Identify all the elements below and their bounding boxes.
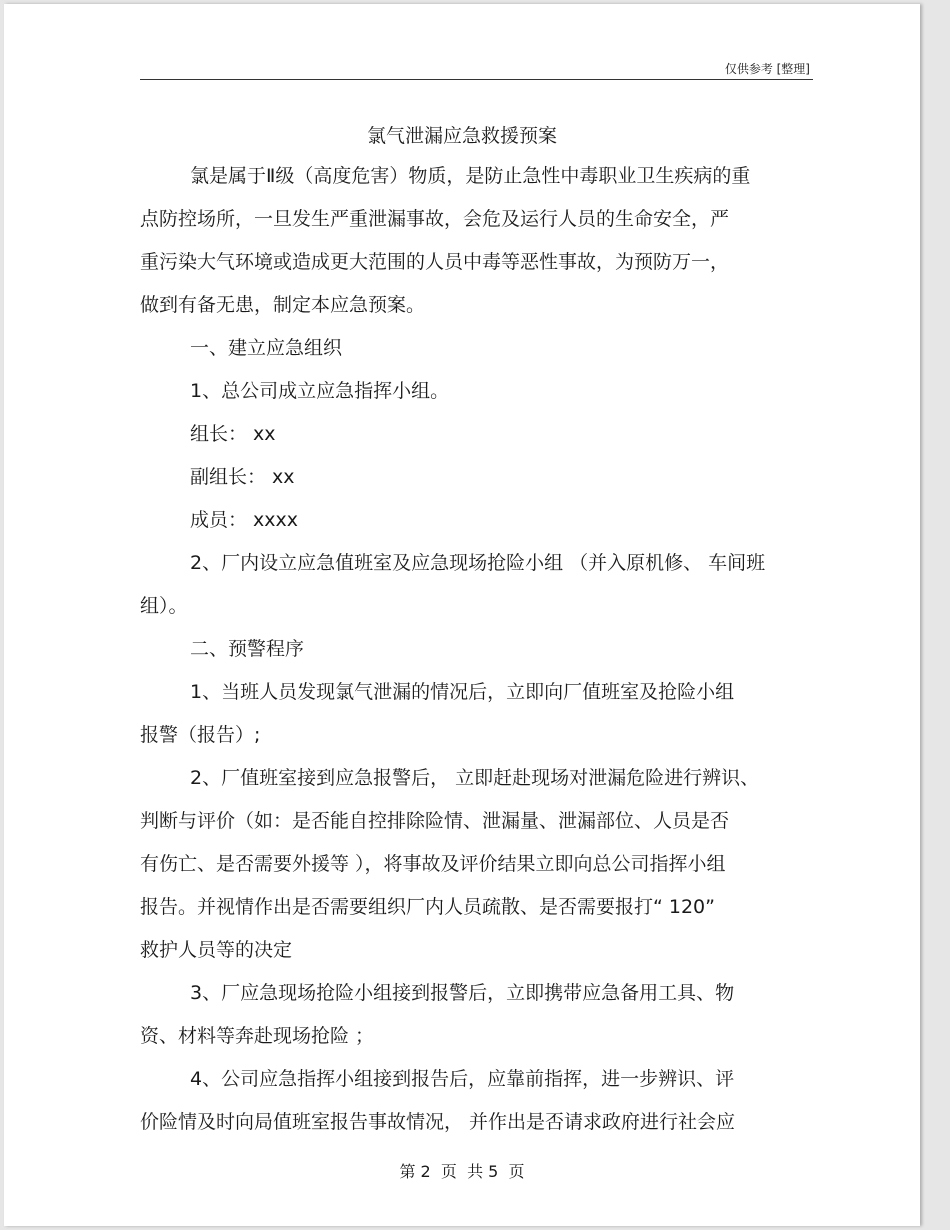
body-line: 成员： xxxx <box>190 509 299 531</box>
body-line: 资、材料等奔赴现场抢险 ； <box>140 1025 375 1047</box>
body-line: 救护人员等的决定 <box>140 939 293 961</box>
body-line: 有伤亡、是否需要外援等 ），将事故及评价结果立即向总公司指挥小组 <box>140 853 726 875</box>
body-line: 做到有备无患，制定本应急预案。 <box>140 294 426 316</box>
header-divider <box>140 79 813 80</box>
header-note: 仅供参考 [整理] <box>724 62 810 76</box>
document-title: 氯气泄漏应急救援预案 <box>366 125 557 147</box>
body-line: 判断与评价（如：是否能自控排除险情、泄漏量、泄漏部位、人员是否 <box>140 810 730 832</box>
body-line: 1、当班人员发现氯气泄漏的情况后，立即向厂值班室及抢险小组 <box>190 681 735 703</box>
body-line: 3、厂应急现场抢险小组接到报警后，立即携带应急备用工具、物 <box>190 982 735 1004</box>
body-line: 2、厂内设立应急值班室及应急现场抢险小组 （并入原机修、 车间班 <box>190 552 766 574</box>
section-heading: 二、预警程序 <box>190 638 305 660</box>
body-line: 2、厂值班室接到应急报警后， 立即赶赴现场对泄漏危险进行辨识、 <box>190 767 760 789</box>
page-number: 第 2 页 共 5 页 <box>399 1162 525 1181</box>
body-line: 1、总公司成立应急指挥小组。 <box>190 380 450 402</box>
body-line: 重污染大气环境或造成更大范围的人员中毒等恶性事故，为预防万一， <box>140 251 730 273</box>
body-line: 4、公司应急指挥小组接到报告后，应靠前指挥，进一步辨识、评 <box>190 1068 735 1090</box>
section-heading: 一、建立应急组织 <box>190 337 343 359</box>
body-line: 组长： xx <box>190 423 276 445</box>
document-page <box>4 4 920 1226</box>
body-line: 价险情及时向局值班室报告事故情况， 并作出是否请求政府进行社会应 <box>140 1111 736 1133</box>
body-line: 点防控场所，一旦发生严重泄漏事故，会危及运行人员的生命安全，严 <box>140 208 730 230</box>
body-line: 氯是属于Ⅱ级（高度危害）物质，是防止急性中毒职业卫生疾病的重 <box>190 165 751 187</box>
body-line: 组）。 <box>140 595 188 617</box>
body-line: 报告。并视情作出是否需要组织厂内人员疏散、是否需要报打“ 120” <box>140 896 715 918</box>
body-line: 副组长： xx <box>190 466 295 488</box>
body-line: 报警（报告）; <box>140 724 261 746</box>
